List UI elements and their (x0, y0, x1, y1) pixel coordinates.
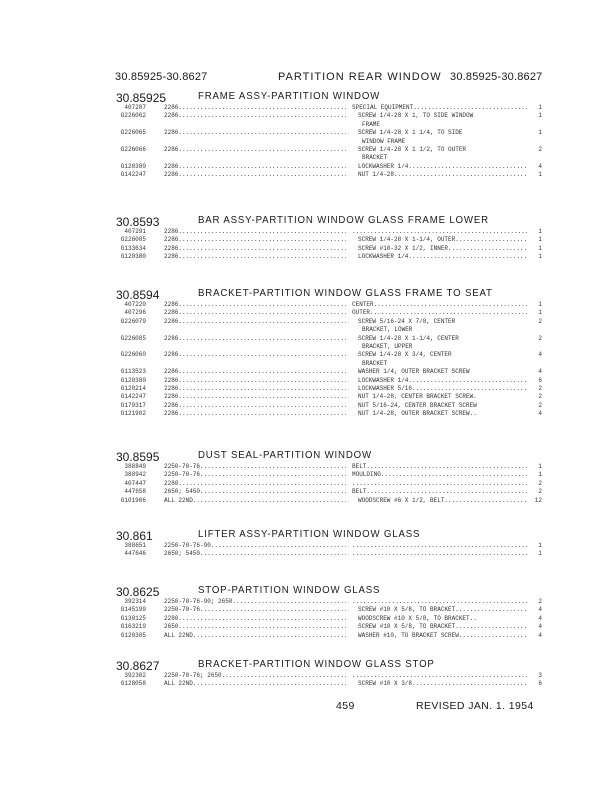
part-row (112, 402, 552, 410)
part-description: LOCKWASHER 1/4 ..... (346, 377, 528, 385)
model-applicability: 2250-70-76 ..... (164, 471, 346, 479)
part-number: G226060 (120, 351, 146, 359)
part-description: WASHER #10, TO BRACKET SCREW ..... (346, 632, 528, 640)
model-applicability: 2286 ..... (164, 309, 346, 317)
quantity: 2 (538, 384, 542, 392)
quantity: 2 (538, 598, 542, 605)
model-applicability: 2286 ..... (164, 410, 346, 418)
part-number: G142247 (120, 171, 146, 179)
part-number: G120214 (120, 384, 146, 392)
part-row (112, 550, 552, 558)
part-row (112, 680, 552, 688)
part-number: G179317 (120, 401, 146, 409)
part-row (112, 253, 552, 261)
section-number: 30.8625 (116, 585, 160, 599)
part-row (112, 368, 552, 376)
part-description: WOODSCREW #10 X 5/8, TO BRACKET.. (358, 614, 477, 622)
part-row (112, 606, 552, 614)
part-row (112, 351, 552, 359)
section-number: 30.8593 (116, 215, 160, 229)
part-number: G101906 (120, 496, 146, 504)
part-row (112, 615, 552, 623)
quantity: 2 (538, 479, 542, 487)
model-applicability: 2650; 5450 ..... (164, 550, 346, 558)
part-number: G120380 (120, 376, 146, 384)
quantity: 1 (538, 550, 542, 558)
part-number: G145199 (120, 606, 146, 614)
model-applicability: 2286 ..... (164, 104, 346, 112)
quantity: 4 (538, 410, 542, 418)
revision-date: REVISED JAN. 1. 1954 (416, 700, 534, 712)
part-row (112, 309, 552, 317)
part-description: SCREW #10 X 5/8, TO BRACKET ..... (346, 606, 528, 614)
part-number: G226065 (120, 129, 146, 137)
page-number: 459 (336, 700, 355, 712)
part-number: G142247 (120, 393, 146, 401)
model-applicability: 2250-70-76 ..... (164, 463, 346, 471)
quantity: 2 (538, 401, 542, 409)
part-description (346, 598, 528, 606)
model-applicability: 2286 ..... (164, 318, 346, 326)
part-description: SCREW 1/4-28 X 1-1/4, OUTER ..... (346, 236, 528, 244)
quantity: 1 (538, 228, 542, 235)
header-range-left: 30.85925-30.8627 (115, 71, 208, 83)
part-number: G128058 (120, 680, 146, 688)
quantity: 1 (538, 244, 542, 252)
part-description: SCREW #10 X 3/8 ..... (346, 680, 528, 688)
part-row (112, 598, 552, 606)
part-row (112, 163, 552, 171)
part-row-continuation (112, 360, 552, 368)
part-row (112, 236, 552, 244)
model-applicability: ALL 22ND ..... (164, 632, 346, 640)
section-title: STOP-PARTITION WINDOW GLASS (198, 584, 381, 596)
part-row (112, 228, 552, 236)
part-description: OUTER ..... (346, 309, 528, 317)
part-row (112, 335, 552, 343)
part-description-continued: BRACKET (362, 359, 388, 367)
part-row (112, 488, 552, 496)
part-row (112, 393, 552, 401)
catalog-section (112, 449, 552, 505)
part-description: SCREW 1/4-28 X 1 1/2, TO OUTER (358, 145, 467, 153)
part-row (112, 146, 552, 154)
quantity: 1 (538, 253, 542, 261)
quantity: 12 (534, 496, 542, 504)
model-applicability: 2286 ..... (164, 146, 346, 154)
quantity: 2 (538, 334, 542, 342)
model-applicability: 2286 ..... (164, 402, 346, 410)
model-applicability: 2286 ..... (164, 385, 346, 393)
part-number: 407220 (124, 301, 146, 308)
part-row (112, 623, 552, 631)
part-number: G226062 (120, 112, 146, 120)
model-applicability: ALL 22ND ..... (164, 680, 346, 688)
quantity: 2 (538, 317, 542, 325)
part-number: G113523 (120, 368, 146, 376)
part-row (112, 410, 552, 418)
part-description: SCREW #10 X 5/8, TO BRACKET ..... (346, 623, 528, 631)
part-number: 407296 (124, 309, 146, 317)
part-row-continuation (112, 343, 552, 351)
quantity: 1 (538, 112, 542, 120)
model-applicability: 2286 ..... (164, 351, 346, 359)
part-description (346, 550, 528, 558)
model-applicability: 2286 ..... (164, 163, 346, 171)
section-number: 30.861 (116, 529, 153, 543)
quantity: 1 (538, 129, 542, 137)
section-number: 30.8627 (116, 659, 160, 673)
header-title: PARTITION REAR WINDOW (278, 71, 442, 83)
part-description-continued: FRAME (362, 120, 381, 128)
quantity: 4 (538, 614, 542, 622)
section-number: 30.8594 (116, 288, 160, 302)
part-description: LOCKWASHER 1/4 ..... (346, 253, 528, 261)
part-number: 388849 (124, 463, 146, 470)
part-description: LOCKWASHER 1/4 ..... (346, 163, 528, 171)
section-title: BRACKET-PARTITION WINDOW GLASS STOP (198, 658, 435, 670)
section-title: FRAME ASSY-PARTITION WINDOW (198, 90, 381, 102)
part-number: 447658 (124, 488, 146, 496)
part-description: CENTER ..... (346, 301, 528, 309)
part-description: BELT ..... (346, 488, 528, 496)
part-row (112, 471, 552, 479)
part-row (112, 672, 552, 680)
quantity: 4 (538, 162, 542, 170)
model-applicability: 2250-70-76-90 ..... (164, 542, 346, 550)
part-row (112, 129, 552, 137)
part-number: G133634 (120, 244, 146, 252)
quantity: 1 (538, 471, 542, 479)
part-row (112, 112, 552, 120)
quantity: 1 (538, 309, 542, 317)
part-row (112, 463, 552, 471)
model-applicability: 2286 ..... (164, 253, 346, 261)
part-description: SCREW 1/4-28 X 1, TO SIDE WINDOW (358, 112, 474, 120)
quantity: 4 (538, 368, 542, 376)
part-description: NUT 1/4-28 ..... (346, 171, 528, 179)
part-description: SCREW 5/16-24 X 7/8, CENTER (358, 317, 456, 325)
part-row (112, 171, 552, 179)
quantity: 2 (538, 145, 542, 153)
part-description (346, 542, 528, 550)
part-row (112, 542, 552, 550)
part-row (112, 377, 552, 385)
part-description-continued: WINDOW FRAME (362, 137, 406, 145)
model-applicability: 2286 ..... (164, 368, 346, 376)
part-row (112, 245, 552, 253)
part-description: NUT 1/4-28, CENTER BRACKET SCREW. (358, 393, 477, 401)
section-number: 30.8595 (116, 450, 160, 464)
part-description-continued: BRACKET (362, 154, 388, 162)
quantity: 2 (538, 393, 542, 401)
part-row (112, 318, 552, 326)
quantity: 6 (538, 376, 542, 384)
part-row-continuation (112, 138, 552, 146)
part-row-continuation (112, 154, 552, 162)
header-range-right: 30.85925-30.8627 (450, 71, 543, 83)
catalog-section (112, 658, 552, 689)
part-description (346, 672, 528, 680)
part-row-continuation (112, 326, 552, 334)
section-number: 30.85925 (116, 91, 167, 105)
catalog-section (112, 214, 552, 262)
catalog-section (112, 528, 552, 559)
section-title: BAR ASSY-PARTITION WINDOW GLASS FRAME LOWER (198, 214, 489, 226)
part-number: G163219 (120, 623, 146, 631)
part-description-continued: BRACKET, UPPER (362, 342, 413, 350)
quantity: 3 (538, 672, 542, 679)
part-description: BELT ..... (346, 463, 528, 471)
model-applicability: 2286 ..... (164, 129, 346, 137)
model-applicability: 2286 ..... (164, 335, 346, 343)
part-description: SPECIAL EQUIPMENT ..... (346, 104, 528, 112)
quantity: 4 (538, 631, 542, 639)
part-description: SCREW 1/4-28 X 1-1/4, CENTER (358, 334, 459, 342)
quantity: 1 (538, 236, 542, 244)
part-row (112, 480, 552, 488)
part-number: G226085 (120, 334, 146, 342)
part-number: 388942 (124, 471, 146, 479)
part-number: G121902 (120, 410, 146, 418)
model-applicability: 2250-70-76; 2650 ..... (164, 672, 346, 680)
part-row (112, 301, 552, 309)
part-description-continued: BRACKET, LOWER (362, 326, 413, 334)
quantity: 2 (538, 488, 542, 496)
part-description: SCREW 1/4-28 X 3/4, CENTER (358, 351, 452, 359)
model-applicability: 2250-70-76-90; 2650 ..... (164, 598, 346, 606)
part-description (346, 480, 528, 488)
part-number: G120380 (120, 253, 146, 261)
catalog-section (112, 287, 552, 418)
part-number: G226066 (120, 145, 146, 153)
quantity: 4 (538, 351, 542, 359)
part-row (112, 497, 552, 505)
part-description: WASHER 1/4, OUTER BRACKET SCREW (358, 368, 470, 376)
part-description: SCREW #10-32 X 1/2, INNER ..... (346, 245, 528, 253)
model-applicability: 2286 ..... (164, 245, 346, 253)
part-description: SCREW 1/4-28 X 1 1/4, TO SIDE (358, 129, 463, 137)
model-applicability: ALL 22ND ..... (164, 497, 346, 505)
part-row-continuation (112, 121, 552, 129)
model-applicability: 2286 ..... (164, 171, 346, 179)
model-applicability: 2286 ..... (164, 301, 346, 309)
model-applicability: 2286 ..... (164, 228, 346, 236)
catalog-section (112, 584, 552, 640)
model-applicability: 2286 ..... (164, 236, 346, 244)
part-number: G120385 (120, 631, 146, 639)
part-row (112, 632, 552, 640)
model-applicability: 2280 ..... (164, 480, 346, 488)
model-applicability: 2650 ..... (164, 623, 346, 631)
part-description: WOODSCREW #6 X 1/2, BELT ..... (346, 497, 528, 505)
part-description: NUT 5/16-24, CENTER BRACKET SCREW (358, 401, 477, 409)
part-number: 447646 (124, 550, 146, 558)
section-title: DUST SEAL-PARTITION WINDOW (198, 449, 372, 461)
quantity: 1 (538, 463, 542, 470)
quantity: 4 (538, 623, 542, 631)
part-number: 407287 (124, 104, 146, 111)
model-applicability: 2286 ..... (164, 393, 346, 401)
quantity: 1 (538, 104, 542, 111)
quantity: 4 (538, 606, 542, 614)
part-description: MOULDING ..... (346, 471, 528, 479)
quantity: 1 (538, 542, 542, 549)
part-number: 392314 (124, 598, 146, 605)
part-description: LOCKWASHER 5/16 ..... (346, 385, 528, 393)
quantity: 1 (538, 301, 542, 308)
part-number: G130125 (120, 614, 146, 622)
section-title: BRACKET-PARTITION WINDOW GLASS FRAME TO SEAT (198, 287, 493, 299)
part-row (112, 104, 552, 112)
model-applicability: 2280 ..... (164, 615, 346, 623)
part-number: G226079 (120, 317, 146, 325)
model-applicability: 2286 ..... (164, 377, 346, 385)
quantity: 6 (538, 680, 542, 688)
model-applicability: 2650; 5450 ..... (164, 488, 346, 496)
part-row (112, 385, 552, 393)
part-number: 392302 (124, 672, 146, 679)
quantity: 1 (538, 171, 542, 179)
part-number: 388651 (124, 542, 146, 549)
part-number: G120380 (120, 162, 146, 170)
part-number: 407291 (124, 228, 146, 235)
part-number: 407447 (124, 479, 146, 487)
part-description: NUT 1/4-28, OUTER BRACKET SCREW.. (358, 410, 477, 418)
part-description (346, 228, 528, 236)
model-applicability: 2286 ..... (164, 112, 346, 120)
section-title: LIFTER ASSY-PARTITION WINDOW GLASS (198, 528, 421, 540)
part-number: G226085 (120, 236, 146, 244)
catalog-section (112, 90, 552, 180)
model-applicability: 2250-70-76 ..... (164, 606, 346, 614)
